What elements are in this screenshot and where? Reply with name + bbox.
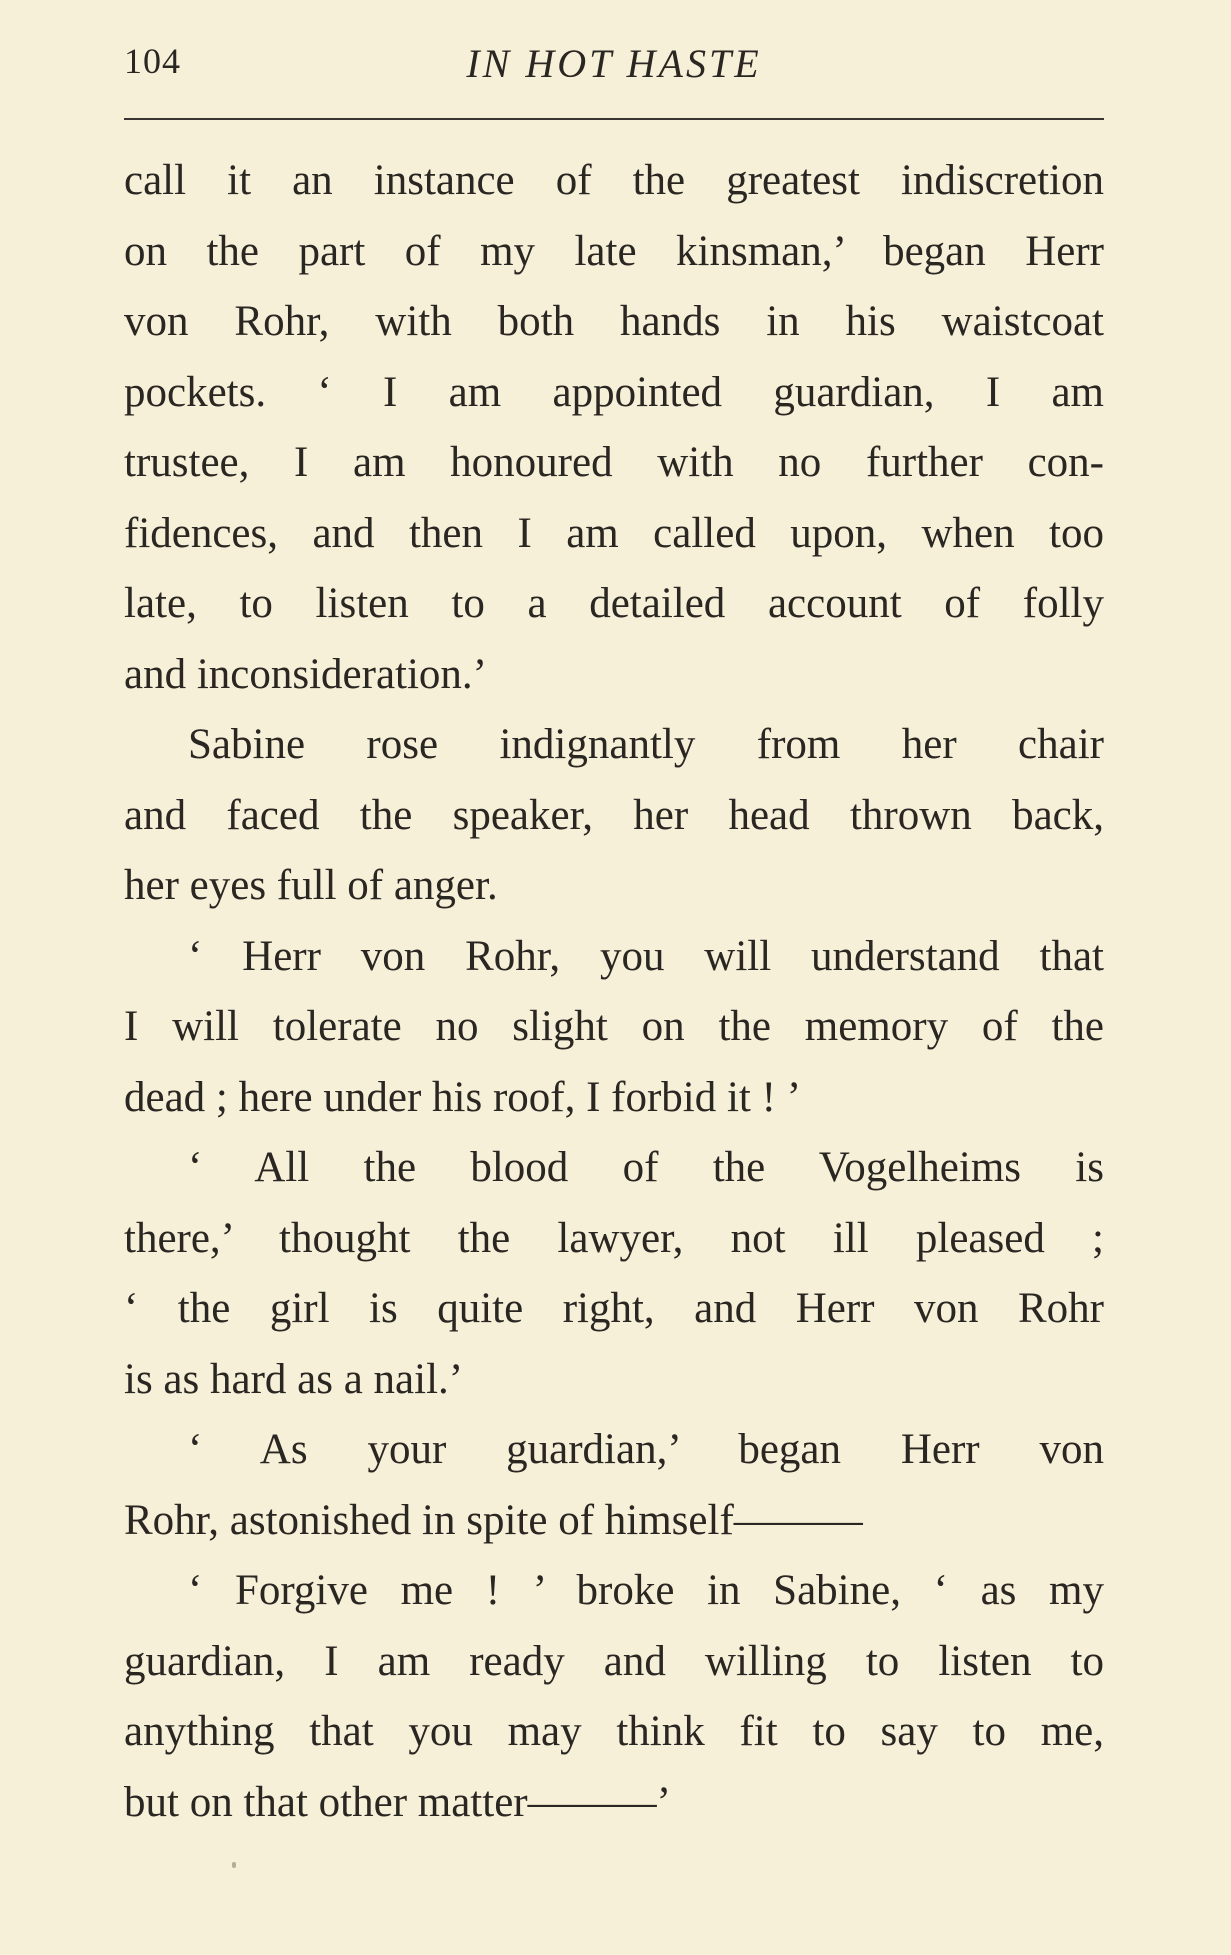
text-line: von Rohr, with both hands in his waistcoat [124,298,1104,345]
text-line: dead ; here under his roof, I forbid it ! ’ [124,1073,802,1121]
text-line: Rohr, astonished in spite of himself——— [124,1496,863,1544]
text-line: there,’ thought the lawyer, not ill pleased ; [124,1214,1104,1262]
text-line: late, to listen to a detailed account of folly [124,580,1104,627]
text-line: call it an instance of the greatest indiscretion [124,157,1104,204]
text-line: on the part of my late kinsman,’ began Herr [124,227,1104,275]
text-line: her eyes full of anger. [124,862,498,909]
text-line: ‘ As your guardian,’ began Herr von [188,1426,1104,1473]
text-line: Sabine rose indignantly from her chair [188,721,1104,768]
text-line: fidences, and then I am called upon, when too [124,509,1104,557]
running-head [124,40,1104,96]
text-line: guardian, I am ready and willing to listen to [124,1637,1104,1685]
text-line: ‘ Forgive me ! ’ broke in Sabine, ‘ as my [188,1567,1104,1614]
page-number: 104 [124,41,181,81]
text-line: and inconsideration.’ [124,650,488,698]
paper-speck [232,1862,236,1868]
running-title: IN HOT HASTE [466,41,762,86]
text-line: and faced the speaker, her head thrown back, [124,791,1104,839]
text-line: is as hard as a nail.’ [124,1355,464,1403]
text-line: trustee, I am honoured with no further con- [124,439,1104,486]
text-line: ‘ All the blood of the Vogelheims is [188,1144,1104,1191]
text-line: ‘ the girl is quite right, and Herr von Rohr [124,1285,1104,1332]
text-line: but on that other matter———’ [124,1778,671,1826]
header-rule [124,118,1104,120]
text-line: I will tolerate no slight on the memory of the [124,1003,1104,1050]
text-line: pockets. ‘ I am appointed guardian, I am [124,368,1104,416]
body-text [124,146,1104,1838]
text-line: ‘ Herr von Rohr, you will understand that [188,932,1104,980]
text-line: anything that you may think fit to say to me, [124,1708,1104,1755]
